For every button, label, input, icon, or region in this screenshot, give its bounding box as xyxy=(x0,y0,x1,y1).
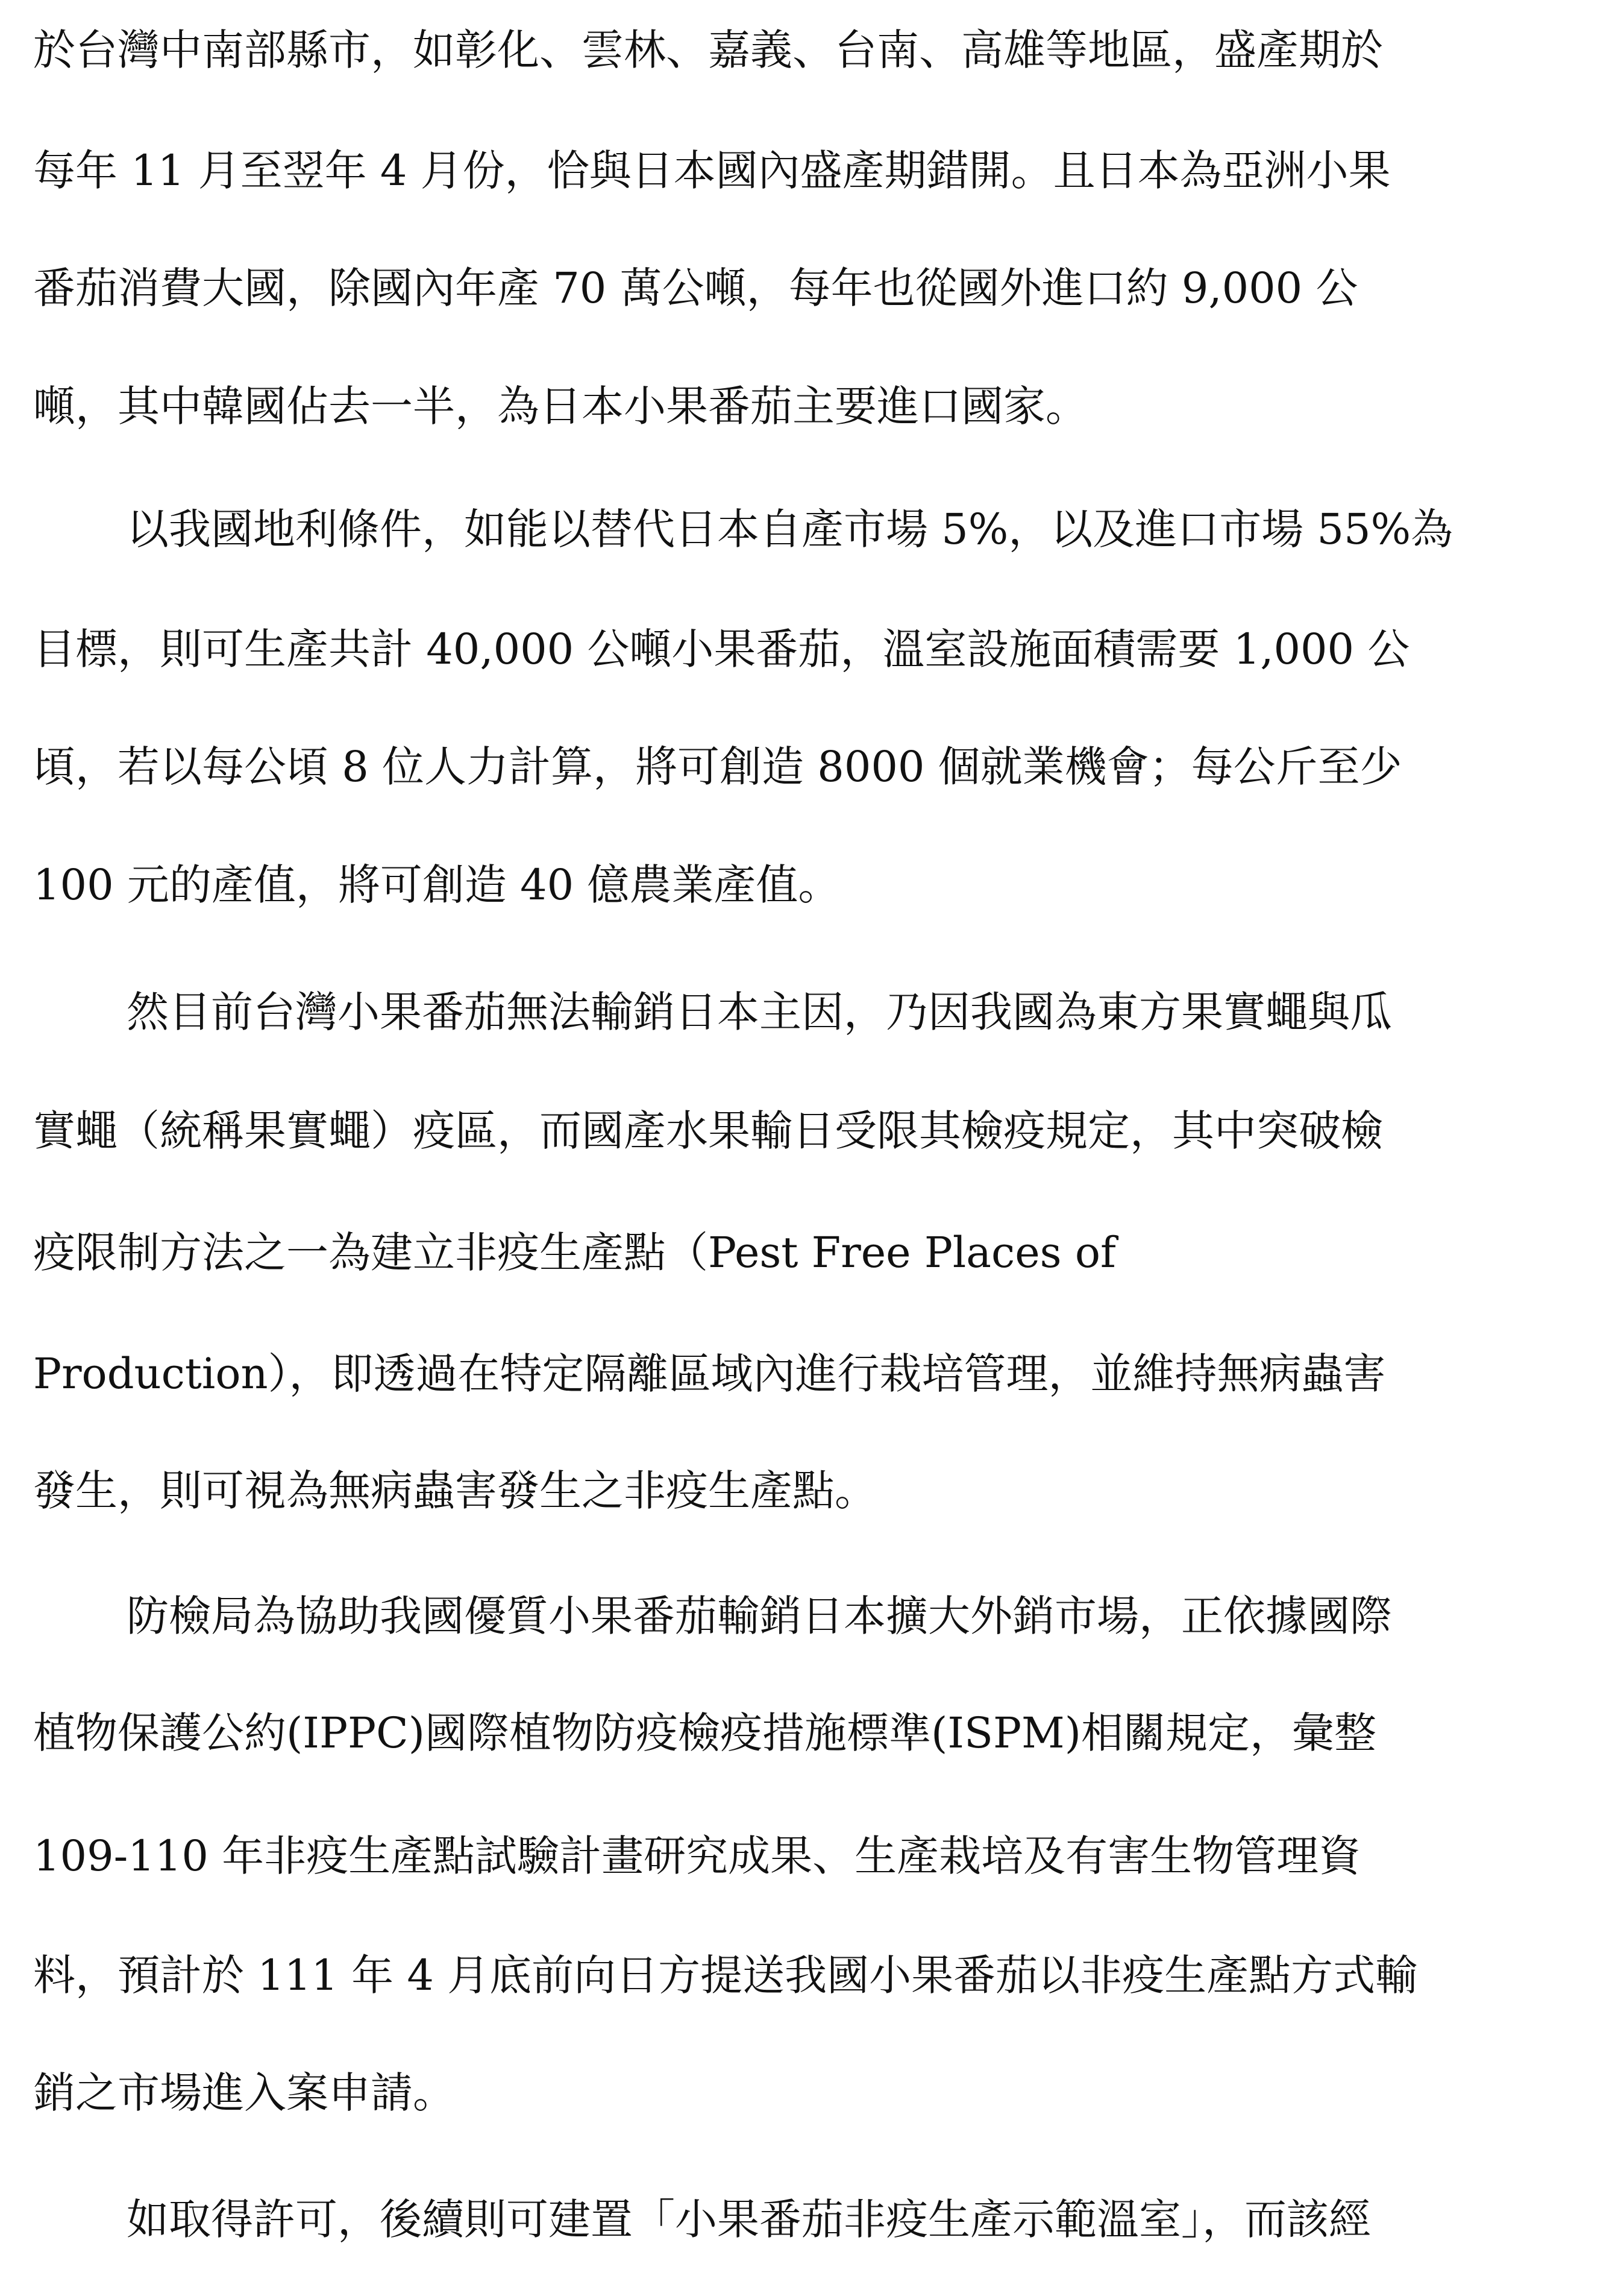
text-line: 防檢局為協助我國優質小果番茄輸銷日本擴大外銷市場，正依據國際 xyxy=(127,1591,1392,1641)
text-line: 疫限制方法之一為建立非疫生產點（Pest Free Places of xyxy=(33,1228,1116,1277)
text-line: 料，預計於 111 年 4 月底前向日方提送我國小果番茄以非疫生產點方式輸 xyxy=(33,1951,1418,2000)
text-line: 目標，則可生產共計 40,000 公噸小果番茄，溫室設施面積需要 1,000 公 xyxy=(33,624,1410,674)
text-line: 番茄消費大國，除國內年產 70 萬公噸，每年也從國外進口約 9,000 公 xyxy=(33,263,1358,313)
text-line: 頃，若以每公頃 8 位人力計算，將可創造 8000 個就業機會；每公斤至少 xyxy=(33,742,1402,791)
text-line: 於台灣中南部縣市，如彰化、雲林、嘉義、台南、高雄等地區，盛產期於 xyxy=(33,25,1383,75)
text-line: 實蠅（統稱果實蠅）疫區，而國產水果輸日受限其檢疫規定，其中突破檢 xyxy=(33,1106,1383,1156)
text-line: 植物保護公約(IPPC)國際植物防疫檢疫措施標準(ISPM)相關規定，彙整 xyxy=(33,1708,1377,1758)
text-line: 噸，其中韓國佔去一半，為日本小果番茄主要進口國家。 xyxy=(33,382,1088,431)
text-line: 每年 11 月至翌年 4 月份，恰與日本國內盛產期錯開。且日本為亞洲小果 xyxy=(33,146,1391,195)
text-line: 100 元的產值，將可創造 40 億農業產值。 xyxy=(33,860,841,910)
text-line: 發生，則可視為無病蟲害發生之非疫生產點。 xyxy=(33,1466,877,1515)
text-line: 銷之市場進入案申請。 xyxy=(33,2068,455,2118)
text-line: 109-110 年非疫生產點試驗計畫研究成果、生產栽培及有害生物管理資 xyxy=(33,1831,1361,1881)
text-line: 如取得許可，後續則可建置「小果番茄非疫生產示範溫室」，而該經 xyxy=(127,2195,1371,2244)
text-line: Production），即透過在特定隔離區域內進行栽培管理，並維持無病蟲害 xyxy=(33,1349,1386,1398)
text-line: 然目前台灣小果番茄無法輸銷日本主因，乃因我國為東方果實蠅與瓜 xyxy=(127,987,1392,1037)
text-line: 以我國地利條件，如能以替代日本自產市場 5%，以及進口市場 55%為 xyxy=(127,505,1453,554)
